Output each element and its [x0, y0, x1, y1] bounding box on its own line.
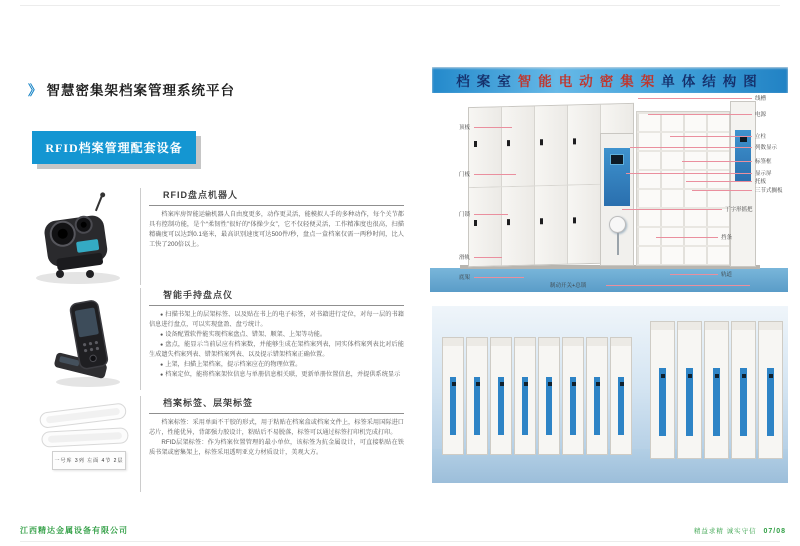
diagram-label-left: 门锁	[430, 210, 800, 219]
label-strips-illustration	[34, 400, 134, 450]
shelf-column	[731, 321, 756, 459]
banner-text-prefix: 档案室	[456, 74, 518, 89]
section-paragraph: 档案库房智能运输机器人自由度更多，动作更灵活，能模拟人手的多种动作，每个关节都具有控制功能，是个“柔韧性”很好的“体操少女”，它不仅轻便灵活，工作精准度也很高，扫描精确度可以达到0.1毫米，最高识别速度可达500件/秒，盘点一盒档案仅需一两秒时间，比人工快了200倍以上。	[149, 211, 404, 248]
section-title: RFID盘点机器人	[149, 188, 404, 206]
trim-line-top	[20, 5, 780, 6]
bullet-item: ● 盘点，能显示当前层应有档案数，并能够生成在架档案列表，同实体档案列表比对后能生成遗失档案列表、错架档案列表、以及提示错架档案正确位置。	[149, 340, 404, 358]
footer-slogan: 精益求精 诚实守信	[693, 528, 757, 535]
diagram-label-left: 顶板	[430, 123, 800, 132]
banner-text-suffix: 单体结构图	[661, 74, 764, 89]
bullet-item: ● 上架，扫描上架档案，提示档案应在的物理位置。	[160, 360, 302, 368]
bullet-icon: ●	[160, 331, 164, 338]
bullet-icon: ●	[160, 312, 164, 318]
bullet-icon: ●	[160, 361, 164, 368]
robot-product-image	[24, 192, 132, 286]
shelf-column	[704, 321, 729, 459]
rfid-equipment-heading-badge	[32, 131, 196, 164]
section-labels	[140, 396, 404, 492]
shelf-column	[758, 321, 783, 459]
bullet-item: ● 扫描书架上的层架标签、以及贴在书上的电子标签，对书籍进行定位，对每一层的书籍信息进行盘点，可以实现盘盈、盘亏统计。	[149, 311, 404, 328]
bullet-item: ● 设备配置软件能实现档案盘点、错架、顺架、上架等功能。	[160, 330, 327, 338]
section-paragraph: 档案标签：采用单面不干胶的形式，用于粘贴在档案盒或档案文件上，标签采用国际进口芯片，性能优异，背部强力胶设计，粘贴后不易脱落，标签可以通过标签打印机完成打印。	[149, 419, 404, 436]
diagram-label-right: 标签框	[430, 157, 800, 166]
handheld-illustration	[46, 296, 130, 388]
trim-line-bottom	[20, 541, 780, 542]
shelf-column	[514, 337, 536, 455]
diagram-label-right: 电源	[430, 110, 800, 119]
diagram-label-right: 挡条	[430, 233, 800, 242]
diagram-label-right: 托板	[430, 177, 800, 186]
footer-company-name: 江西精达金属设备有限公司	[20, 526, 128, 535]
diagram-label-bottom: 制动开关+总锁	[430, 281, 800, 290]
shelf-column	[586, 337, 608, 455]
shelf-column	[562, 337, 584, 455]
cabinet-door	[568, 184, 601, 263]
page-title-text: 智慧密集架档案管理系统平台	[46, 83, 235, 98]
shelf-row-group-right	[650, 321, 783, 459]
shelf-column	[650, 321, 675, 459]
diagram-label-right: 显示屏	[430, 169, 800, 178]
shelf-column	[677, 321, 702, 459]
robot-illustration	[24, 192, 132, 286]
diagram-label-right: 轨道	[430, 270, 800, 279]
diagram-label-right: 立柱	[430, 132, 800, 141]
shelf-row-group-left	[442, 337, 632, 455]
section-rfid-robot	[140, 188, 404, 285]
bullet-item: ● 档案定位，能将档案架位信息与单册信息相关联，更新单册位置信息，并提供系统显示	[160, 370, 401, 378]
shelf-column	[538, 337, 560, 455]
page-title	[28, 79, 235, 99]
control-column-illustration	[600, 133, 634, 266]
label-product-image	[34, 400, 134, 450]
shelf-column	[466, 337, 488, 455]
section-handheld	[140, 288, 404, 390]
section-title: 智能手持盘点仪	[149, 288, 404, 306]
shelving-structure-diagram	[430, 93, 800, 305]
shelf-column	[490, 337, 512, 455]
shelving-rows-photo	[432, 306, 788, 483]
diagram-label-left: 滑轨	[430, 253, 800, 262]
diagram-label-right: 线槽	[430, 94, 800, 103]
bullet-icon: ●	[160, 371, 164, 378]
diagram-label-right: 三节式搁板	[430, 186, 800, 195]
section-paragraph: RFID层架标签：作为档案位置管理的最小单位，该标签为抗金属设计，可直接粘贴在铁质书架或密集架上，标签采用透明亚克力材质设计，美观大方。	[149, 438, 404, 456]
section-title: 档案标签、层架标签	[149, 396, 404, 414]
footer-slogan-page	[694, 526, 786, 535]
diagram-label-left: 底架	[430, 273, 800, 282]
diagram-label-right: 丁字形摇把	[430, 205, 800, 214]
bullet-icon: ●	[160, 341, 164, 348]
banner-text-highlight: 智能电动密集架	[517, 74, 662, 89]
shelf-location-label: 一号库 3列 左面 4节 2层	[52, 451, 126, 470]
diagram-label-left: 门板	[430, 170, 800, 179]
structure-diagram-banner	[432, 67, 788, 93]
shelf-column	[610, 337, 632, 455]
shelf-column	[442, 337, 464, 455]
diagram-label-right: 列数显示	[430, 143, 800, 152]
chevron-marker-icon: 》	[28, 83, 43, 98]
rfid-equipment-heading-label: RFID档案管理配套设备	[45, 141, 183, 155]
handheld-product-image	[46, 296, 130, 388]
footer-page-number: 07/08	[763, 528, 786, 535]
